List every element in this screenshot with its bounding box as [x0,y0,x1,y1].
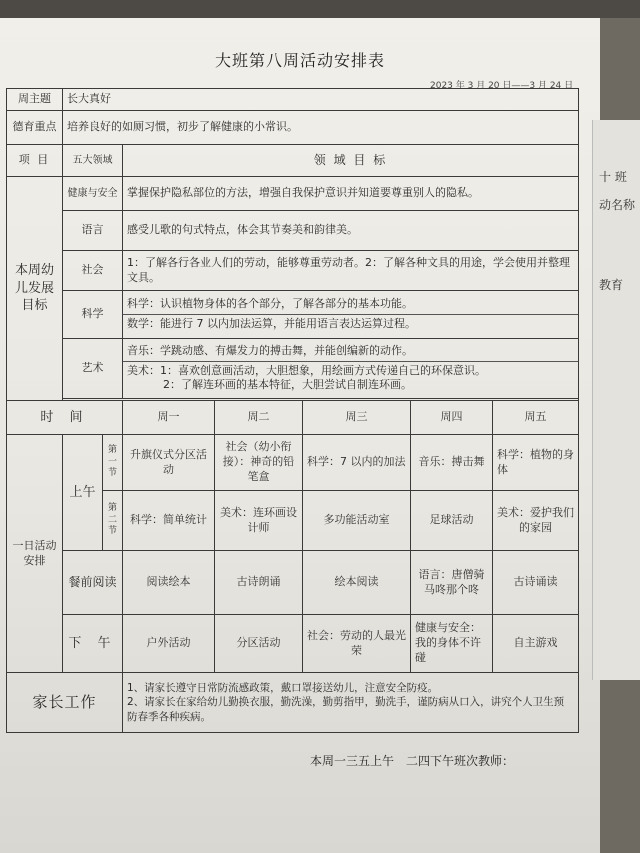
period2-thursday: 足球活动 [411,491,493,551]
period1-thursday: 音乐：搏击舞 [411,435,493,491]
domain-society: 社会 [63,251,123,291]
reading-monday: 阅读绘本 [123,551,215,615]
afternoon-label: 下 午 [63,615,123,673]
moral-label: 德育重点 [7,111,63,145]
parents-content [123,673,579,733]
goal-art [123,339,579,399]
footer-note: 本周一三五上午 二四下午班次教师： [310,754,515,768]
domain-art: 艺术 [63,339,123,399]
period1-wednesday: 科学：7 以内的加法 [303,435,411,491]
theme-row [7,89,579,111]
goal-row-society [7,251,579,291]
reading-tuesday: 古诗朗诵 [215,551,303,615]
domain-science: 科学 [63,291,123,339]
afternoon-tuesday: 分区活动 [215,615,303,673]
reading-label: 餐前阅读 [63,551,123,615]
page-title: 大班第八周活动安排表 [214,51,385,70]
background-shadow [0,0,640,18]
theme-label: 周主题 [7,89,63,111]
goal-art-1: 音乐：学跳动感、有爆发力的搏击舞，并能创编新的动作。 [127,343,413,357]
period2-wednesday: 多功能活动室 [303,491,411,551]
goals-header-domain: 五大领域 [63,145,123,177]
period1-row [7,435,579,491]
period2-monday: 科学：简单统计 [123,491,215,551]
reading-wednesday: 绘本阅读 [303,551,411,615]
goal-row-art [7,339,579,399]
period1-friday: 科学：植物的身体 [493,435,579,491]
side-paper-text-1: 十 班 [599,170,627,184]
goal-society: 1：了解各行各业人们的劳动，能够尊重劳动者。2：了解各种文具的用途，学会使用并整理文具。 [123,251,579,291]
days-header-row [7,401,579,435]
afternoon-monday: 户外活动 [123,615,215,673]
domain-health: 健康与安全 [63,177,123,211]
reading-row [7,551,579,615]
goal-row-science [7,291,579,339]
goal-science [123,291,579,339]
goal-science-2: 数学：能进行 7 以内加法运算，并能用语言表达运算过程。 [123,314,578,332]
goals-header-item: 项 目 [7,145,63,177]
goal-science-1: 科学：认识植物身体的各个部分，了解各部分的基本功能。 [127,297,413,311]
adjacent-paper [592,120,640,680]
day-wednesday: 周三 [303,401,411,435]
reading-friday: 古诗诵读 [493,551,579,615]
day-monday: 周一 [123,401,215,435]
moral-row [7,111,579,145]
period1-monday: 升旗仪式分区活动 [123,435,215,491]
schedule-section-label: 一日活动安排 [7,435,63,673]
period2-tuesday: 美术：连环画设计师 [215,491,303,551]
parents-item-1: 1、请家长遵守日常防流感政策，戴口罩接送幼儿，注意安全防疫。 [127,682,439,695]
parents-item-2: 2、请家长在家给幼儿勤换衣服，勤洗澡，勤剪指甲，勤洗手，谨防病从口入，讲究个人卫生预防春季各种疾病。 [127,696,565,723]
side-paper-text-3: 教育 [599,278,624,292]
period1-label: 第一节 [103,435,123,491]
afternoon-friday: 自主游戏 [493,615,579,673]
parents-label: 家长工作 [7,673,123,733]
afternoon-row [7,615,579,673]
goals-header-goal: 领 域 目 标 [123,145,579,177]
goal-row-health [7,177,579,211]
day-tuesday: 周二 [215,401,303,435]
side-paper-text-2: 动名称 [599,198,636,212]
afternoon-wednesday: 社会：劳动的人最光荣 [303,615,411,673]
moral-value: 培养良好的如厕习惯，初步了解健康的小常识。 [63,111,579,145]
parents-row [7,673,579,733]
afternoon-thursday: 健康与安全：我的身体不许碰 [411,615,493,673]
reading-thursday: 语言：唐僧骑马咚那个咚 [411,551,493,615]
theme-value: 长大真好 [63,89,579,111]
goal-art-3: 2：了解连环画的基本特征，大胆尝试自制连环画。 [163,378,412,392]
day-thursday: 周四 [411,401,493,435]
goals-section-label: 本周幼儿发展目标 [7,177,63,401]
domain-language: 语言 [63,211,123,251]
period2-friday: 美术：爱护我们的家园 [493,491,579,551]
goal-art-2: 美术：1：喜欢创意画活动，大胆想象，用绘画方式传递自己的环保意识。 [123,361,578,379]
goal-health: 掌握保护隐私部位的方法，增强自我保护意识并知道要尊重别人的隐私。 [123,177,579,211]
day-friday: 周五 [493,401,579,435]
goal-language: 感受儿歌的句式特点，体会其节奏美和韵律美。 [123,211,579,251]
goals-header-row [7,145,579,177]
date-range: 2023 年 3 月 20 日——3 月 24 日 [430,81,574,91]
goal-row-language [7,211,579,251]
morning-label: 上午 [63,435,103,551]
schedule-table [6,88,579,733]
time-label: 时 间 [7,401,123,435]
period1-tuesday: 社会（幼小衔接）：神奇的铅笔盒 [215,435,303,491]
period2-label: 第二节 [103,491,123,551]
